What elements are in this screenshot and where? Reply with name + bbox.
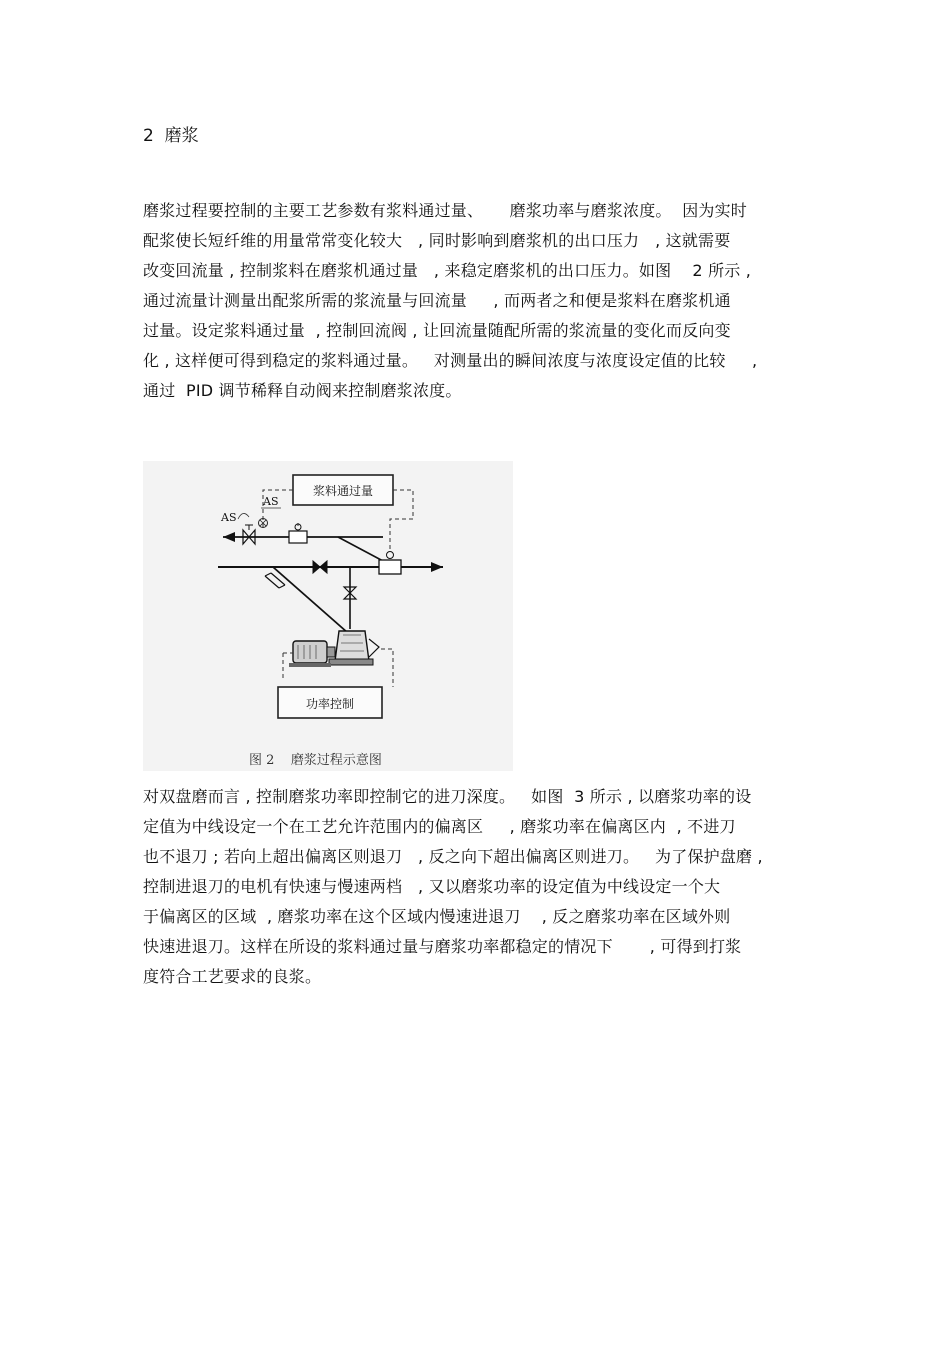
figure-caption: 图 2 磨浆过程示意图 bbox=[249, 753, 382, 768]
motor-base bbox=[289, 663, 331, 667]
text-line: 通过流量计测量出配浆所需的浆流量与回流量 , 而两者之和便是浆料在磨浆机通 bbox=[143, 291, 731, 310]
paragraph-1 bbox=[143, 196, 843, 406]
text-line: 快速进退刀。这样在所设的浆料通过量与磨浆功率都稳定的情况下 , 可得到打浆 bbox=[143, 937, 742, 956]
text-line: 定值为中线设定一个在工艺允许范围内的偏离区 , 磨浆功率在偏离区内 , 不进刀 bbox=[143, 817, 736, 836]
paragraph-2 bbox=[143, 782, 843, 992]
text-line: 配浆使长短纤维的用量常常变化较大 , 同时影响到磨浆机的出口压力 , 这就需要 bbox=[143, 231, 731, 250]
outlet-sensor bbox=[387, 552, 394, 559]
text-line: 通过 PID 调节稀释自动阀来控制磨浆浓度。 bbox=[143, 381, 462, 400]
refiner-head bbox=[369, 639, 379, 657]
text-line: 也不退刀 ; 若向上超出偏离区则退刀 , 反之向下超出偏离区则进刀。 为了保护盘磨 , bbox=[143, 847, 763, 866]
text-line: 于偏离区的区域 , 磨浆功率在这个区域内慢速进退刀 , 反之磨浆功率在区域外则 bbox=[143, 907, 731, 926]
arrow-left-icon bbox=[223, 532, 235, 542]
as-label: AS bbox=[221, 511, 237, 524]
text-line: 改变回流量 , 控制浆料在磨浆机通过量 , 来稳定磨浆机的出口压力。如图 2 所示 , bbox=[143, 261, 752, 280]
text-line: 化 , 这样便可得到稳定的浆料通过量。 对测量出的瞬间浓度与浓度设定值的比较 , bbox=[143, 351, 758, 370]
as-label: AS bbox=[263, 495, 279, 508]
text-line: 过量。设定浆料通过量 , 控制回流阀 , 让回流量随配所需的浆流量的变化而反向变 bbox=[143, 321, 731, 340]
main-valve-icon bbox=[313, 561, 327, 573]
power-box-label: 功率控制 bbox=[305, 697, 355, 711]
feed-pipe bbox=[273, 567, 348, 633]
valve-stem bbox=[245, 525, 253, 530]
flow-box-label: 浆料通过量 bbox=[312, 484, 374, 498]
return-flowmeter-icon bbox=[289, 531, 307, 543]
arrow-right-icon bbox=[431, 562, 443, 572]
refiner-icon bbox=[335, 631, 369, 661]
refining-process-diagram bbox=[143, 461, 513, 771]
text-line: 度符合工艺要求的良浆。 bbox=[143, 967, 322, 986]
motor-shaft bbox=[327, 647, 335, 657]
text-line: 控制进退刀的电机有快速与慢速两档 , 又以磨浆功率的设定值为中线设定一个大 bbox=[143, 877, 721, 896]
refiner-base bbox=[329, 659, 373, 665]
return-branch bbox=[338, 537, 383, 561]
outlet-flowmeter-icon bbox=[379, 560, 401, 574]
diagram-drawing bbox=[143, 461, 513, 771]
signal-line bbox=[381, 649, 393, 687]
actuator-icon bbox=[238, 513, 249, 519]
section-heading: 2 磨浆 bbox=[143, 126, 199, 146]
text-line: 磨浆过程要控制的主要工艺参数有浆料通过量、 磨浆功率与磨浆浓度。 因为实时 bbox=[143, 201, 748, 220]
text-line: 对双盘磨而言 , 控制磨浆功率即控制它的进刀深度。 如图 3 所示 , 以磨浆功率的设 bbox=[143, 787, 752, 806]
